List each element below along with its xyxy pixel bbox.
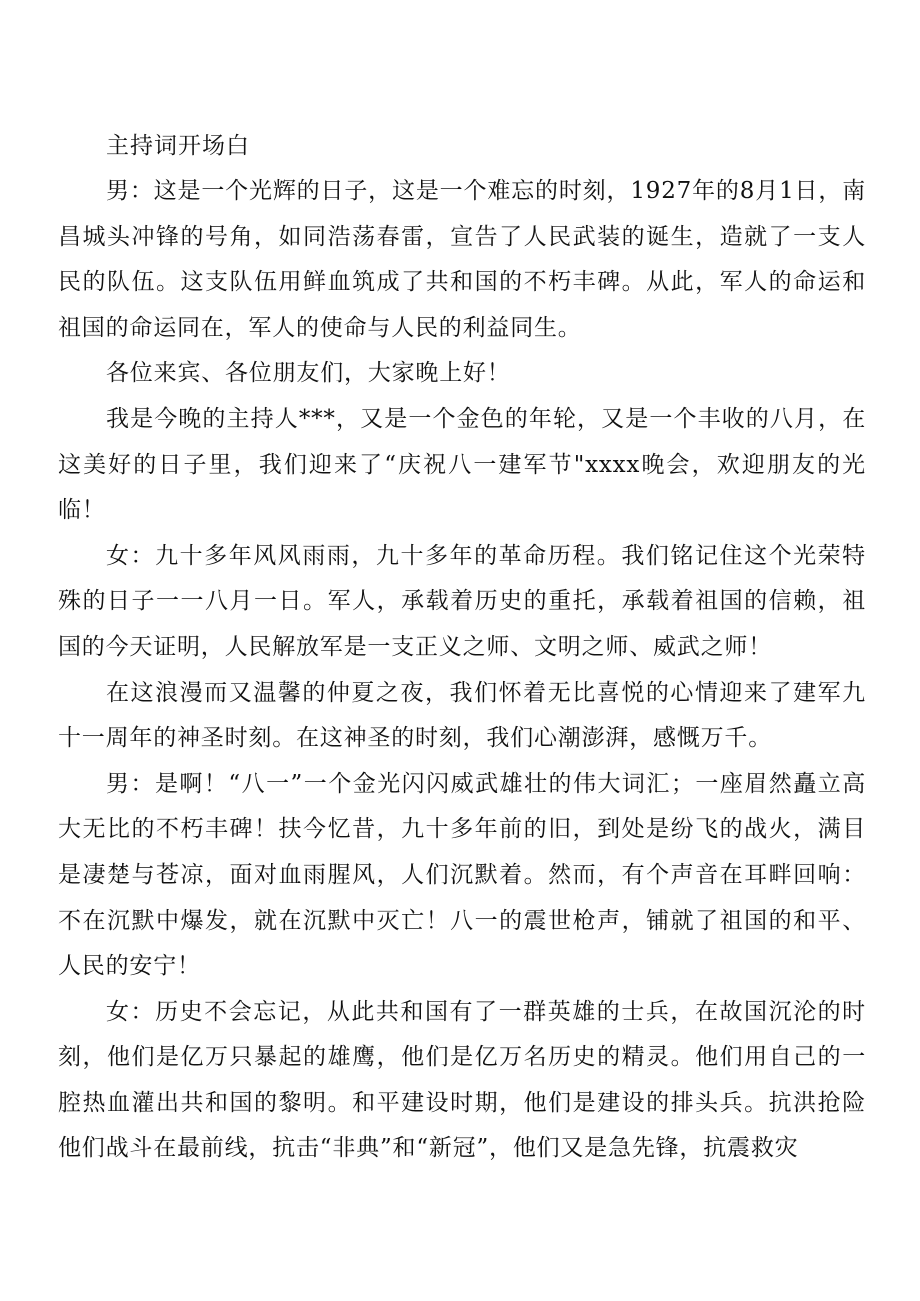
paragraph: 各位来宾、各位朋友们，大家晚上好！: [106, 360, 511, 387]
paragraph: 男：是啊！“八一”一个金光闪闪威武雄壮的伟大词汇；一座眉然矗立高大无比的不朽丰碑！扶今忆昔，九十多年前的旧，到处是纷飞的战火，满目是凄楚与苍凉，面对血雨腥风，人们沉默着。然而，有个声音在耳畔回响：不在沉默中爆发，就在沉默中灭亡！八一的震世枪声，铺就了祖国的和平、人民的安宁！: [58, 770, 866, 980]
paragraph: 女：九十多年风风雨雨，九十多年的革命历程。我们铭记住这个光荣特殊的日子一一八月一日。军人，承载着历史的重托，承载着祖国的信赖，祖国的今天证明，人民解放军是一支正义之师、文明之师、威武之师！: [58, 542, 866, 660]
paragraph: 女：历史不会忘记，从此共和国有了一群英雄的士兵，在故国沉沦的时刻，他们是亿万只暴起的雄鹰，他们是亿万名历史的精灵。他们用自己的一腔热血灌出共和国的黎明。和平建设时期，他们是建设的排头兵。抗洪抢险他们战斗在最前线，抗击“非典”和“新冠”，他们又是急先锋，抗震救灾: [58, 998, 866, 1162]
paragraph: 在这浪漫而又温馨的仲夏之夜，我们怀着无比喜悦的心情迎来了建军九十一周年的神圣时刻。在这神圣的时刻，我们心潮澎湃，感慨万千。: [58, 679, 866, 752]
paragraph: 男：这是一个光辉的日子，这是一个难忘的时刻，1927年的8月1日，南昌城头冲锋的号角，如同浩荡春雷，宣告了人民武装的诞生，造就了一支人民的队伍。这支队伍用鲜血筑成了共和国的不朽丰碑。从此，军人的命运和祖国的命运同在，军人的使命与人民的利益同生。: [58, 178, 866, 341]
paragraph: 我是今晚的主持人***，又是一个金色的年轮，又是一个丰收的八月，在这美好的日子里，我们迎来了“庆祝八一建军节"xxxx晚会，欢迎朋友的光临！: [58, 405, 866, 524]
document-title: 主持词开场白: [106, 133, 250, 159]
document-body: [58, 124, 866, 1172]
